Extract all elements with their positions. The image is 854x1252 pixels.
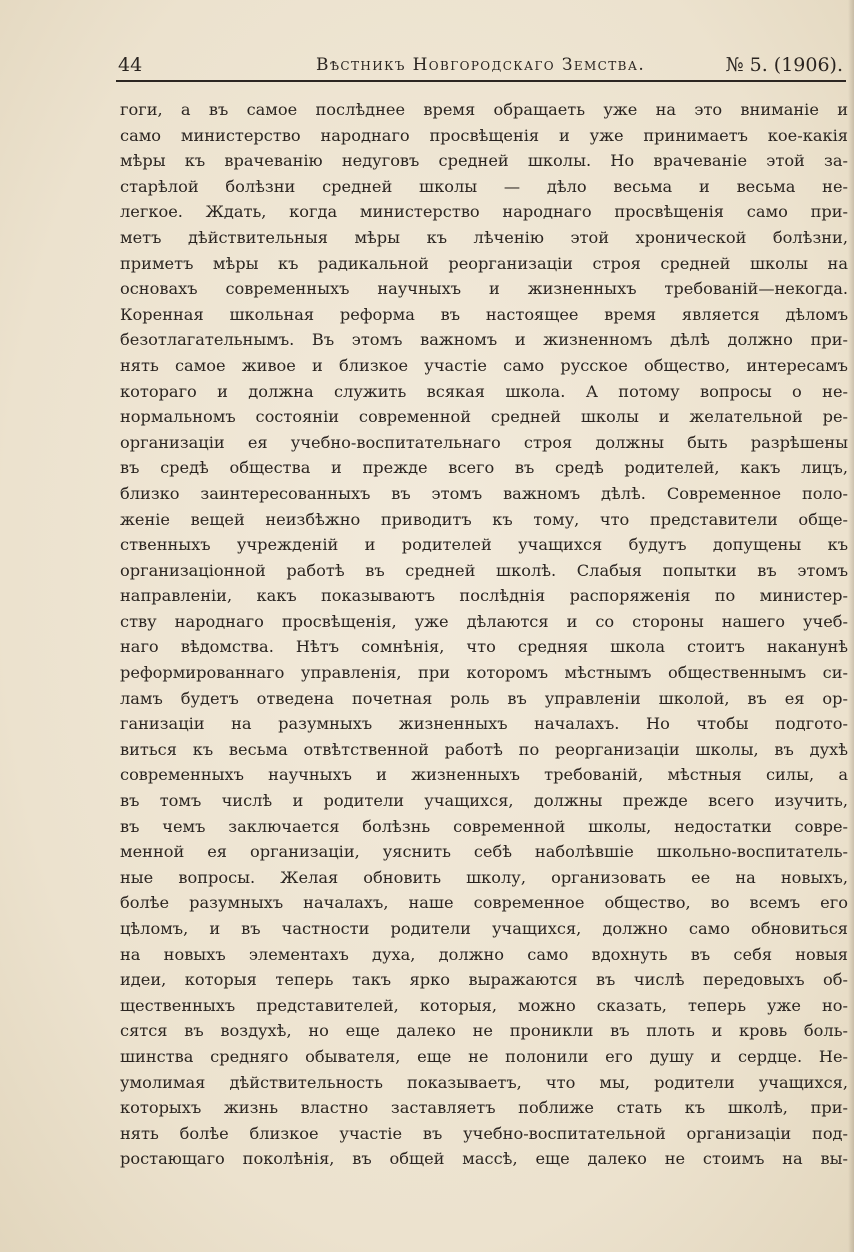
text-line: метъ дѣйствительныя мѣры къ лѣченію этой хронической болѣзни, xyxy=(120,227,848,247)
text-line: приметъ мѣры къ радикальной реорганизаціи строя средней школы на xyxy=(120,253,848,273)
text-line: болѣе разумныхъ началахъ, наше современное общество, во всемъ его xyxy=(120,893,848,913)
text-line: нять болѣе близкое участіе въ учебно-воспитательной организаціи под- xyxy=(120,1123,848,1143)
text-line: въ средѣ общества и прежде всего въ средѣ родителей, какъ лицъ, xyxy=(120,458,848,478)
text-line: ростающаго поколѣнія, въ общей массѣ, еще далеко не стоимъ на вы- xyxy=(120,1149,848,1169)
text-line: нять самое живое и близкое участіе само русское общество, интересамъ xyxy=(120,355,848,375)
body-text xyxy=(120,97,848,1172)
text-line: сятся въ воздухѣ, но еще далеко не проникли въ плоть и кровь боль- xyxy=(120,1021,848,1041)
text-line: цѣломъ, и въ частности родители учащихся, должно само обновиться xyxy=(120,919,848,938)
text-line: основахъ современныхъ научныхъ и жизненныхъ требованій—некогда. xyxy=(120,279,848,299)
text-line: гоги, а въ самое послѣднее время обращаеть уже на это вниманіе и xyxy=(120,100,848,119)
text-line: современныхъ научныхъ и жизненныхъ требованій, мѣстныя силы, а xyxy=(120,765,848,785)
text-line: на новыхъ элементахъ духа, должно само вдохнуть въ себя новыя xyxy=(120,944,848,964)
text-line: само министерство народнаго просвѣщенія и уже принимаетъ кое-какія xyxy=(120,125,848,145)
text-line: женіе вещей неизбѣжно приводитъ къ тому, что представители обще- xyxy=(120,509,848,529)
text-line: ламъ будетъ отведена почетная роль въ управленіи школой, въ ея ор- xyxy=(120,688,848,708)
text-line: близко заинтересованныхъ въ этомъ важномъ дѣлѣ. Современное поло- xyxy=(120,483,848,503)
text-line: котораго и должна служить всякая школа. А потому вопросы о не- xyxy=(120,381,848,401)
text-line: направленіи, какъ показываютъ послѣднія распоряженія по министер- xyxy=(120,586,848,606)
text-line: въ томъ числѣ и родители учащихся, должны прежде всего изучить, xyxy=(120,791,848,811)
text-line: умолимая дѣйствительность показываетъ, что мы, родители учащихся, xyxy=(120,1072,848,1092)
journal-title: Вѣстникъ Новгородскаго Земства. xyxy=(316,55,646,75)
page-edge-shadow xyxy=(848,0,854,1252)
text-line: старѣлой болѣзни средней школы — дѣло весьма и весьма не- xyxy=(120,176,848,196)
text-line: легкое. Ждать, когда министерство народнаго просвѣщенія само при- xyxy=(120,202,848,222)
text-line: щественныхъ представителей, которыя, можно сказать, теперь уже но- xyxy=(120,995,848,1015)
text-line: менной ея организаціи, уяснить себѣ наболѣвшіе школьно-воспитатель- xyxy=(120,842,848,862)
text-line: ству народнаго просвѣщенія, уже дѣлаются и со стороны нашего учеб- xyxy=(120,611,848,631)
text-line: идеи, которыя теперь такъ ярко выражаются въ числѣ передовыхъ об- xyxy=(120,970,848,990)
text-line: въ чемъ заключается болѣзнь современной школы, недостатки совре- xyxy=(120,816,848,836)
text-line: которыхъ жизнь властно заставляетъ поближе стать къ школѣ, при- xyxy=(120,1098,848,1118)
text-line: мѣры къ врачеванію недуговъ средней школы. Но врачеваніе этой за- xyxy=(120,151,848,171)
text-line: ственныхъ учрежденій и родителей учащихся будутъ допущены къ xyxy=(120,535,848,555)
page-number: 44 xyxy=(118,54,143,76)
text-line: наго вѣдомства. Нѣтъ сомнѣнія, что средняя школа стоитъ наканунѣ xyxy=(120,637,848,657)
text-line: ганизаціи на разумныхъ жизненныхъ началахъ. Но чтобы подгото- xyxy=(120,714,848,734)
text-line: реформированнаго управленія, при которомъ мѣстнымъ общественнымъ си- xyxy=(120,663,848,683)
text-line: шинства средняго обывателя, еще не полонили его душу и сердце. Не- xyxy=(120,1046,848,1066)
text-line: ные вопросы. Желая обновить школу, организовать ее на новыхъ, xyxy=(120,867,848,887)
text-line: виться къ весьма отвѣтственной работѣ по реорганизаціи школы, въ духѣ xyxy=(120,739,848,759)
header-rule xyxy=(116,80,846,82)
text-line: безотлагательнымъ. Въ этомъ важномъ и жизненномъ дѣлѣ должно при- xyxy=(120,330,848,350)
text-line: организаціи ея учебно-воспитательнаго строя должны быть разрѣшены xyxy=(120,432,848,452)
text-line: Коренная школьная реформа въ настоящее время является дѣломъ xyxy=(120,304,848,324)
text-line: нормальномъ состояніи современной средней школы и желательной ре- xyxy=(120,407,848,427)
issue-number: № 5. (1906). xyxy=(725,54,843,76)
text-line: организаціонной работѣ въ средней школѣ. Слабыя попытки въ этомъ xyxy=(120,560,848,580)
